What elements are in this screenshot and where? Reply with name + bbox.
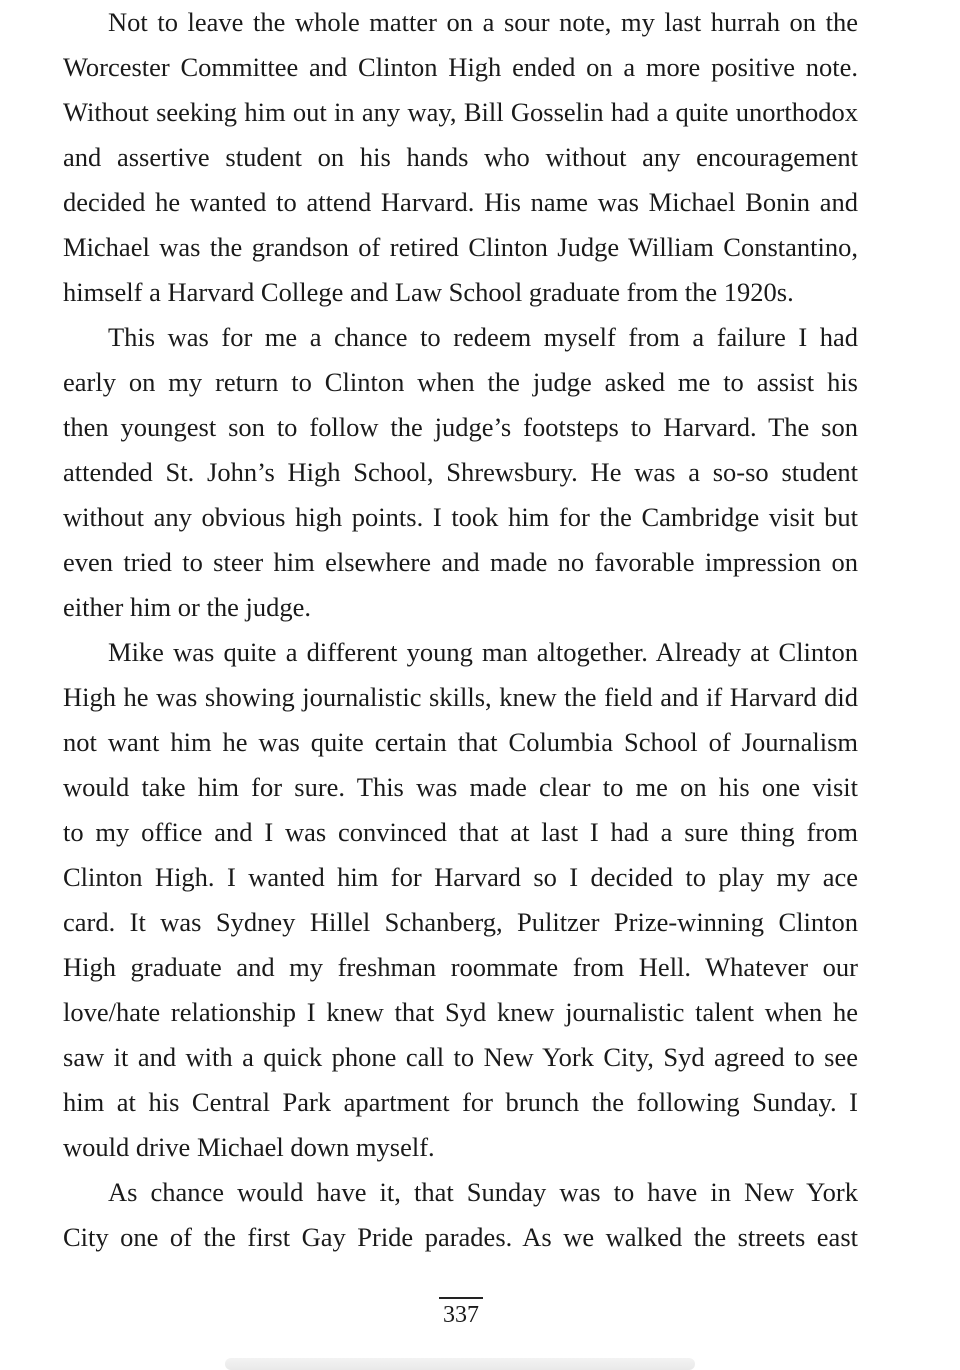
text-line: card. It was Sydney Hillel Schanberg, Pulitzer Prize-winning Clinton	[63, 907, 858, 937]
page-number: 337	[443, 1302, 479, 1328]
text-line: Mike was quite a different young man altogether. Already at Clinton	[108, 637, 858, 667]
text-line: love/hate relationship I knew that Syd knew journalistic talent when he	[63, 997, 858, 1027]
page-number-rule	[439, 1297, 483, 1299]
text-line: either him or the judge.	[63, 592, 311, 622]
text-line: early on my return to Clinton when the judge asked me to assist his	[63, 367, 858, 397]
text-line: himself a Harvard College and Law School graduate from the 1920s.	[63, 277, 794, 307]
text-line: As chance would have it, that Sunday was to have in New York	[108, 1177, 858, 1207]
text-line: High graduate and my freshman roommate from Hell. Whatever our	[63, 952, 858, 982]
text-line: without any obvious high points. I took him for the Cambridge visit but	[63, 502, 858, 532]
text-line: then youngest son to follow the judge’s footsteps to Harvard. The son	[63, 412, 858, 442]
text-line: attended St. John’s High School, Shrewsbury. He was a so-so student	[63, 457, 858, 487]
text-line: Worcester Committee and Clinton High ended on a more positive note.	[63, 52, 858, 82]
body-text	[63, 0, 858, 1260]
text-line: Without seeking him out in any way, Bill Gosselin had a quite unorthodox	[63, 97, 858, 127]
text-line: would drive Michael down myself.	[63, 1132, 435, 1162]
text-line: Not to leave the whole matter on a sour note, my last hurrah on the	[108, 7, 858, 37]
text-line: Michael was the grandson of retired Clinton Judge William Constantino,	[63, 232, 858, 262]
text-line: This was for me a chance to redeem myself from a failure I had	[108, 322, 858, 352]
text-line: to my office and I was convinced that at last I had a sure thing from	[63, 817, 858, 847]
text-line: and assertive student on his hands who without any encouragement	[63, 142, 858, 172]
text-line: decided he wanted to attend Harvard. His name was Michael Bonin and	[63, 187, 858, 217]
text-line: saw it and with a quick phone call to New York City, Syd agreed to see	[63, 1042, 858, 1072]
text-line: Clinton High. I wanted him for Harvard so I decided to play my ace	[63, 862, 858, 892]
text-line: City one of the first Gay Pride parades. As we walked the streets east	[63, 1222, 858, 1252]
text-line: him at his Central Park apartment for brunch the following Sunday. I	[63, 1087, 858, 1117]
text-line: even tried to steer him elsewhere and made no favorable impression on	[63, 547, 858, 577]
text-line: not want him he was quite certain that Columbia School of Journalism	[63, 727, 858, 757]
text-line: would take him for sure. This was made clear to me on his one visit	[63, 772, 858, 802]
text-line: High he was showing journalistic skills, knew the field and if Harvard did	[63, 682, 858, 712]
page-bottom-shadow	[225, 1358, 695, 1370]
